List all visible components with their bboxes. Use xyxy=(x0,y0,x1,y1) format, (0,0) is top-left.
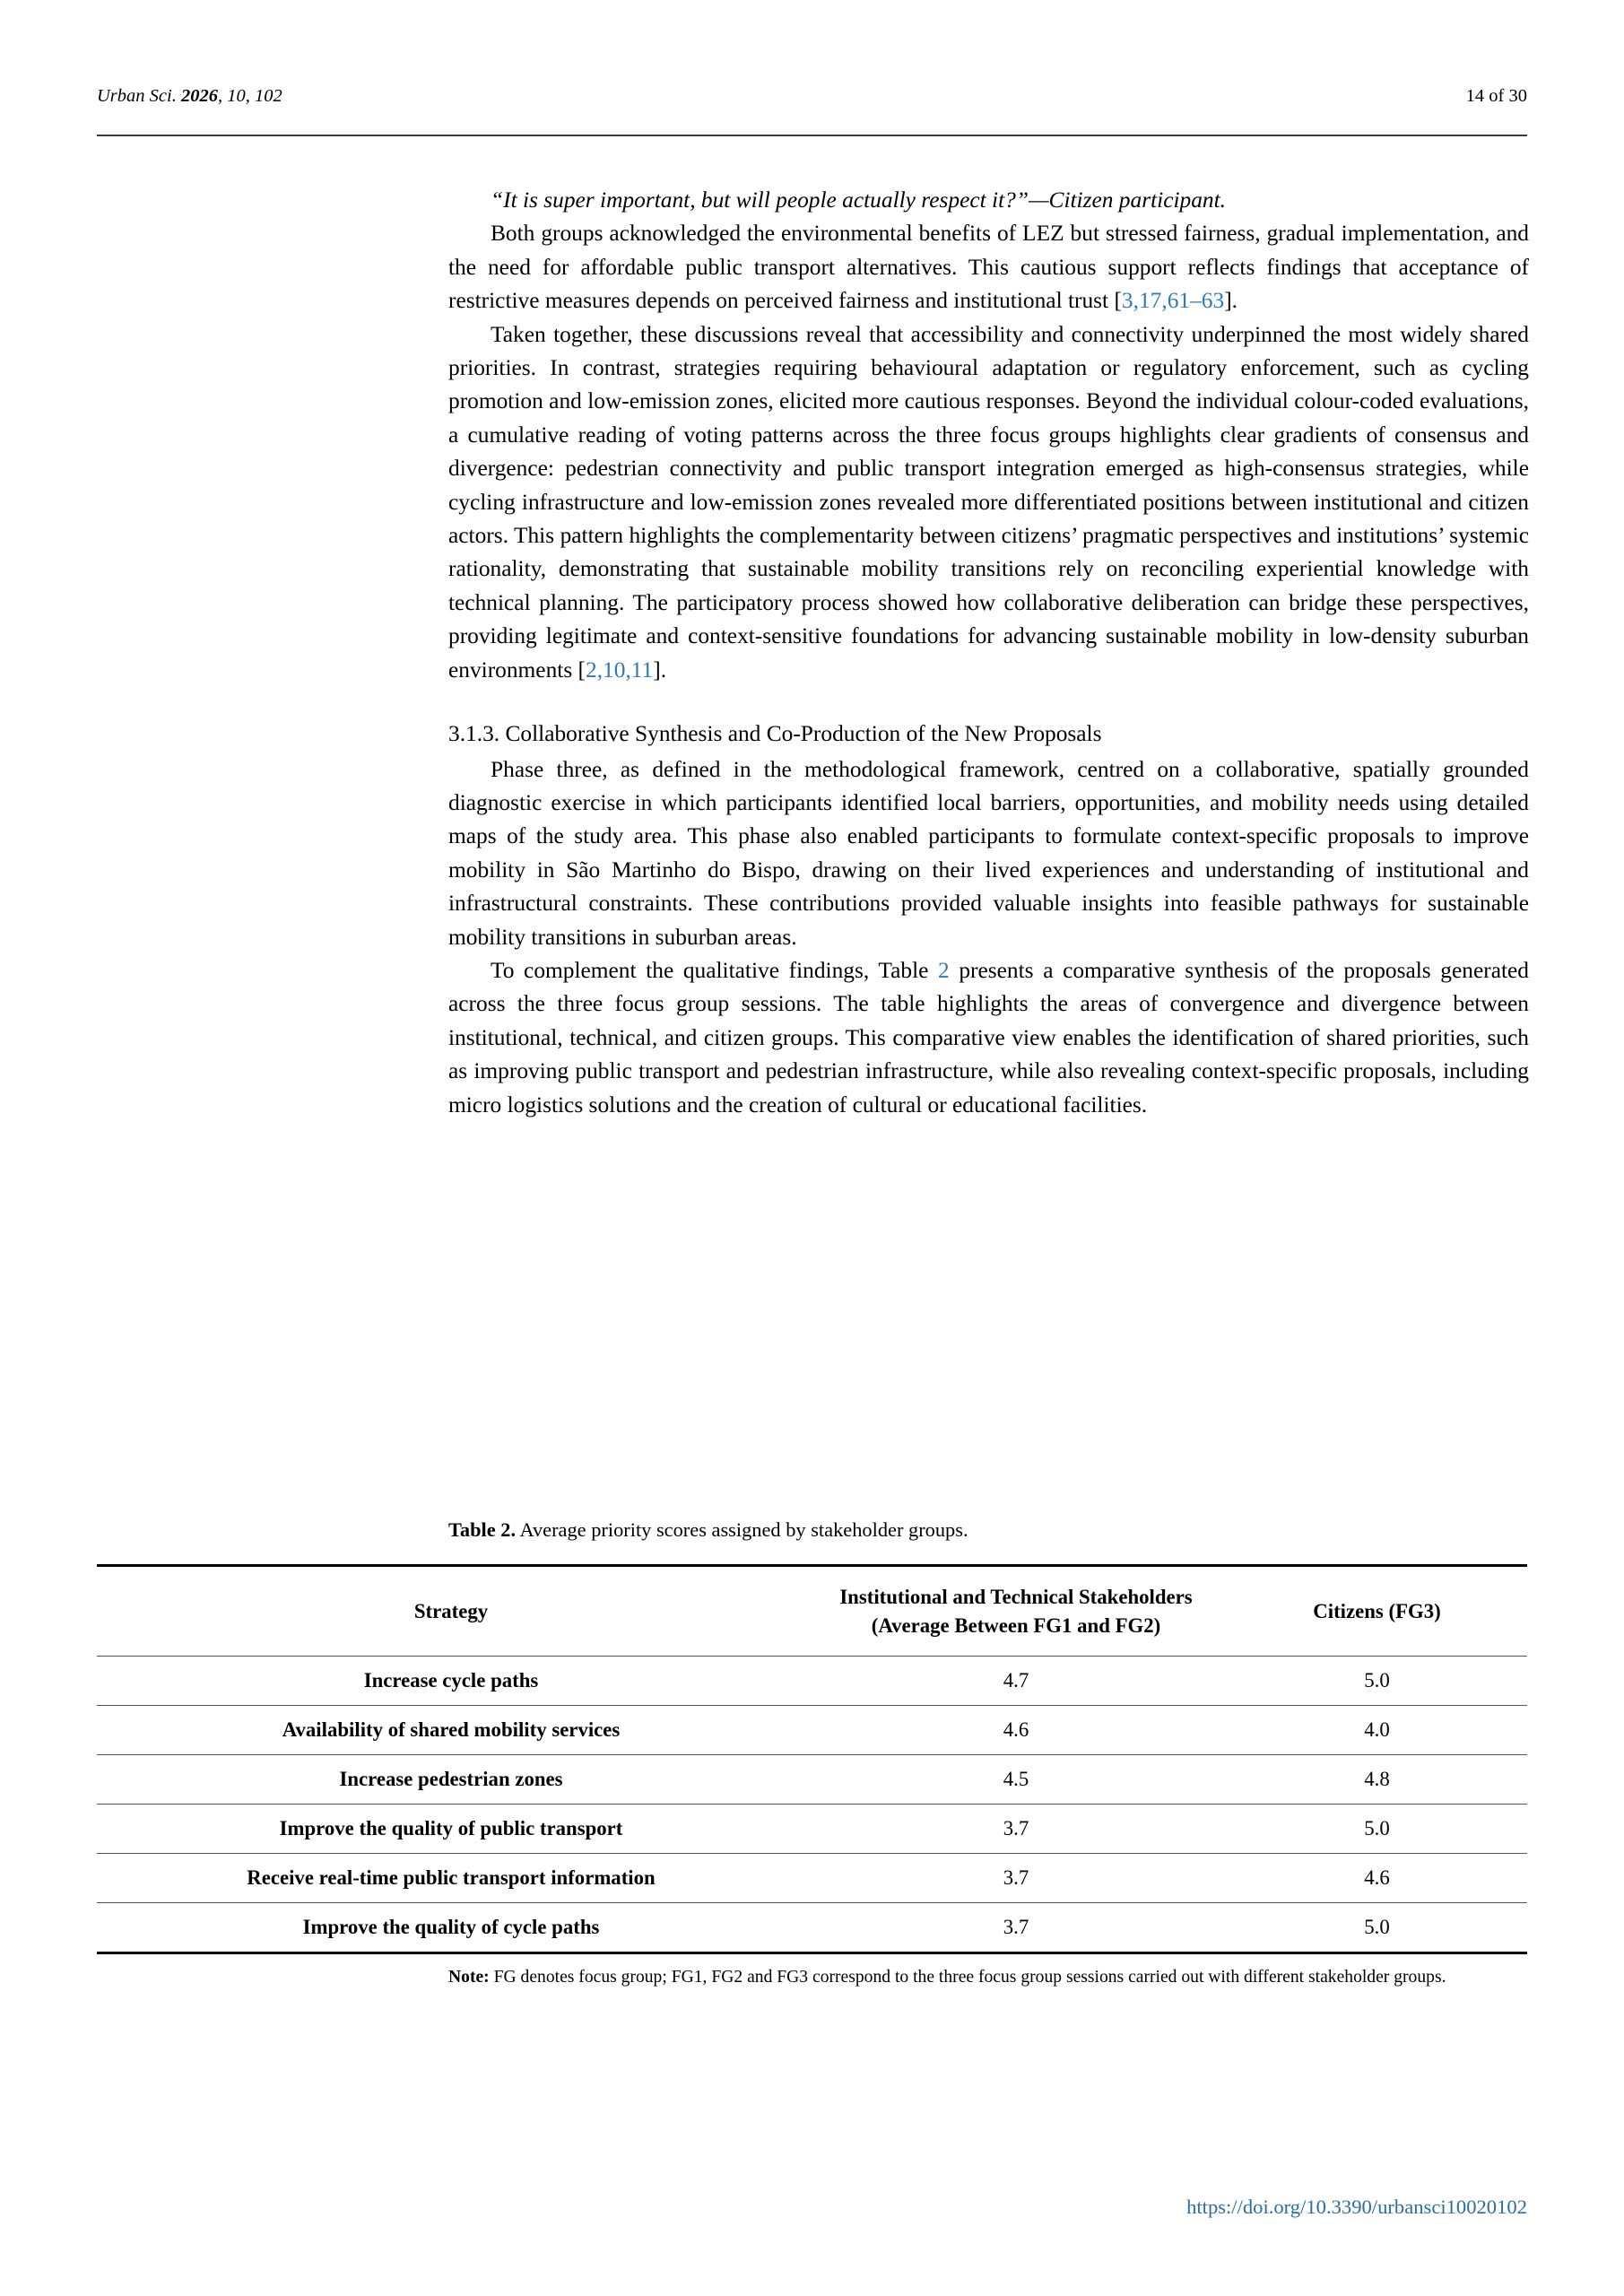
participant-quote xyxy=(448,184,1529,217)
cell-citizens-score: 5.0 xyxy=(1227,1657,1527,1706)
table-2-note xyxy=(448,1965,1529,1989)
paragraph-table-intro-post: presents a comparative synthesis of the proposals generated across the three focus group sessions. The table highlights the areas of convergence and divergence between institutional, technical, and citizen groups. This comparative view enables the identification of shared priorities, such as improving public transport and pedestrian infrastructure, while also revealing context-specific proposals, including micro logistics solutions and the creation of cultural or educational facilities. xyxy=(448,957,1529,1118)
table-row xyxy=(97,1805,1527,1854)
journal-article-number: 102 xyxy=(254,86,282,106)
journal-citation: Urban Sci. 2026, 10, 102 xyxy=(97,86,282,106)
table-2-caption-text: Average priority scores assigned by stakeholder groups. xyxy=(516,1518,968,1541)
table-2-body xyxy=(97,1657,1527,1953)
table-row xyxy=(97,1706,1527,1755)
section-spacer-before xyxy=(448,687,1529,718)
table-row xyxy=(97,1903,1527,1953)
column-header-institutional: Institutional and Technical Stakeholders (Average Between FG1 and FG2) xyxy=(805,1566,1227,1657)
doi-link[interactable]: https://doi.org/10.3390/urbansci10020102 xyxy=(1186,2196,1527,2218)
cell-strategy: Improve the quality of public transport xyxy=(97,1805,805,1854)
cell-citizens-score: 5.0 xyxy=(1227,1903,1527,1953)
table-header-row xyxy=(97,1566,1527,1657)
paragraph-lez-tail: ]. xyxy=(1224,288,1238,314)
citation-link-2-10-11[interactable]: 2,10,11 xyxy=(586,657,654,683)
cell-citizens-score: 5.0 xyxy=(1227,1805,1527,1854)
table-2-caption xyxy=(448,1516,1529,1544)
cell-strategy: Improve the quality of cycle paths xyxy=(97,1903,805,1953)
table-2-block xyxy=(97,1516,1527,1989)
table-row xyxy=(97,1657,1527,1706)
cell-institutional-score: 3.7 xyxy=(805,1805,1227,1854)
cell-strategy: Increase pedestrian zones xyxy=(97,1755,805,1805)
table-row xyxy=(97,1755,1527,1805)
paragraph-phase-three: Phase three, as defined in the methodological framework, centred on a collaborative, spatially grounded diagnostic exercise in which participants identified local barriers, opportunities, and mobility needs using detailed maps of the study area. This phase also enabled participants to formulate context-specific proposals to improve mobility in São Martinho do Bispo, drawing on their lived experiences and understanding of institutional and infrastructural constraints. These contributions provided valuable insights into feasible pathways for sustainable mobility transitions in suburban areas. xyxy=(448,756,1529,950)
cell-strategy: Increase cycle paths xyxy=(97,1657,805,1706)
main-text-column xyxy=(448,184,1529,1122)
cell-institutional-score: 4.5 xyxy=(805,1755,1227,1805)
table-2-reference-link[interactable]: 2 xyxy=(938,957,950,983)
paragraph-lez-acceptance xyxy=(448,217,1529,317)
table-2-head xyxy=(97,1566,1527,1657)
section-heading-3-1-3: 3.1.3. Collaborative Synthesis and Co-Production of the New Proposals xyxy=(448,721,1102,747)
column-header-strategy: Strategy xyxy=(97,1566,805,1657)
running-head xyxy=(97,86,1527,107)
paragraph-consensus-tail: ]. xyxy=(653,657,667,683)
cell-institutional-score: 3.7 xyxy=(805,1903,1227,1953)
journal-volume: 10 xyxy=(227,86,246,106)
page-indicator: 14 of 30 xyxy=(1465,86,1527,106)
paragraph-consensus-text: Taken together, these discussions reveal that accessibility and connectivity underpinned the most widely shared priorities. In contrast, strategies requiring behavioural adaptation or regulatory enforcement, such as cycling promotion and low-emission zones, elicited more cautious responses. Beyond the individual colour-coded evaluations, a cumulative reading of voting patterns across the three focus groups highlights clear gradients of consensus and divergence: pedestrian connectivity and public transport integration emerged as high-consensus strategies, while cycling infrastructure and low-emission zones revealed more differentiated positions between institutional and citizen actors. This pattern highlights the complementarity between citizens’ pragmatic perspectives and institutions’ systemic rationality, demonstrating that sustainable mobility transitions rely on reconciling experiential knowledge with technical planning. The participatory process showed how collaborative deliberation can bridge these perspectives, providing legitimate and context-sensitive foundations for advancing sustainable mobility in low-density suburban environments [ xyxy=(448,321,1529,683)
cell-institutional-score: 4.7 xyxy=(805,1657,1227,1706)
table-2 xyxy=(97,1564,1527,1954)
table-2-note-label: Note: xyxy=(448,1968,490,1987)
paragraph-consensus-divergence xyxy=(448,318,1529,687)
citation-link-3-17-61-63[interactable]: 3,17,61–63 xyxy=(1121,288,1225,314)
quote-text: “It is super important, but will people actually respect it?”—Citizen participant. xyxy=(491,187,1227,213)
paragraph-lez-text: Both groups acknowledged the environmental benefits of LEZ but stressed fairness, gradual implementation, and the need for affordable public transport alternatives. This cautious support reflects findings that acceptance of restrictive measures depends on perceived fairness and institutional trust [ xyxy=(448,221,1529,314)
cell-citizens-score: 4.8 xyxy=(1227,1755,1527,1805)
table-row xyxy=(97,1854,1527,1903)
cell-citizens-score: 4.6 xyxy=(1227,1854,1527,1903)
cell-strategy: Receive real-time public transport information xyxy=(97,1854,805,1903)
cell-citizens-score: 4.0 xyxy=(1227,1706,1527,1755)
paragraph-table-intro-pre: To complement the qualitative findings, Table xyxy=(491,957,939,983)
table-2-caption-label: Table 2. xyxy=(448,1518,517,1541)
cell-institutional-score: 4.6 xyxy=(805,1706,1227,1755)
header-divider xyxy=(97,135,1527,136)
journal-name: Urban Sci. xyxy=(97,86,177,106)
cell-institutional-score: 3.7 xyxy=(805,1854,1227,1903)
paragraph-table-intro xyxy=(448,954,1529,1122)
cell-strategy: Availability of shared mobility services xyxy=(97,1706,805,1755)
table-2-note-text: FG denotes focus group; FG1, FG2 and FG3 correspond to the three focus group sessions carried out with different stakeholder groups. xyxy=(489,1968,1446,1987)
column-header-citizens: Citizens (FG3) xyxy=(1227,1566,1527,1657)
journal-year: 2026 xyxy=(180,86,218,106)
